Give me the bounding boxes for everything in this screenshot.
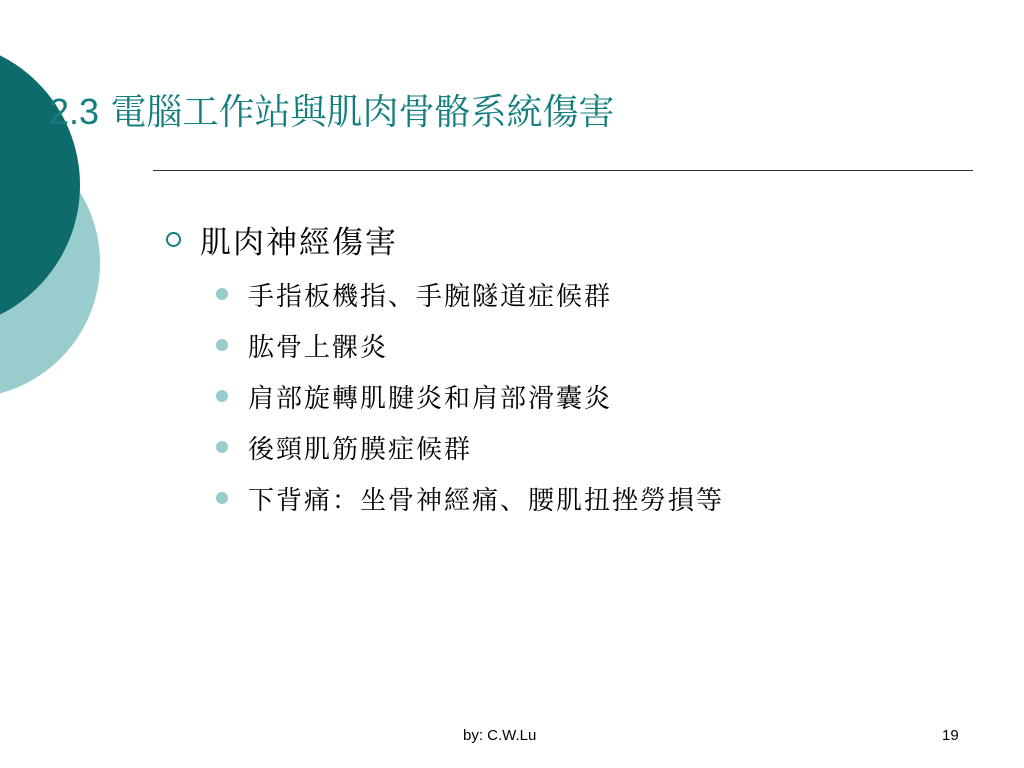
list-item: [216, 427, 472, 467]
list-item-text: 肩部旋轉肌腱炎和肩部滑囊炎: [248, 383, 613, 414]
filled-circle-bullet-icon: [216, 492, 228, 504]
title-divider: [153, 170, 973, 171]
page-number: 19: [942, 727, 959, 744]
hollow-circle-bullet-icon: [166, 232, 181, 247]
list-item-text: 手指板機指、手腕隧道症候群: [248, 281, 613, 312]
list-item: [216, 325, 388, 365]
bullet-level1-text: 肌肉神經傷害: [200, 224, 398, 261]
filled-circle-bullet-icon: [216, 339, 228, 351]
footer-author: by: C.W.Lu: [463, 727, 537, 744]
list-item: [216, 478, 724, 518]
filled-circle-bullet-icon: [216, 390, 228, 402]
list-item-text: 後頸肌筋膜症候群: [248, 434, 473, 465]
bullet-level1: [160, 217, 398, 261]
list-item: [216, 376, 612, 416]
list-item: [216, 274, 612, 314]
filled-circle-bullet-icon: [216, 441, 228, 453]
filled-circle-bullet-icon: [216, 288, 228, 300]
title-number: 2.3: [49, 91, 100, 132]
slide-title: [49, 90, 615, 134]
list-item-text: 肱骨上髁炎: [248, 332, 389, 363]
list-item-text: 下背痛：坐骨神經痛、腰肌扭挫勞損等: [248, 485, 725, 516]
title-text: 電腦工作站與肌肉骨骼系統傷害: [110, 92, 615, 133]
